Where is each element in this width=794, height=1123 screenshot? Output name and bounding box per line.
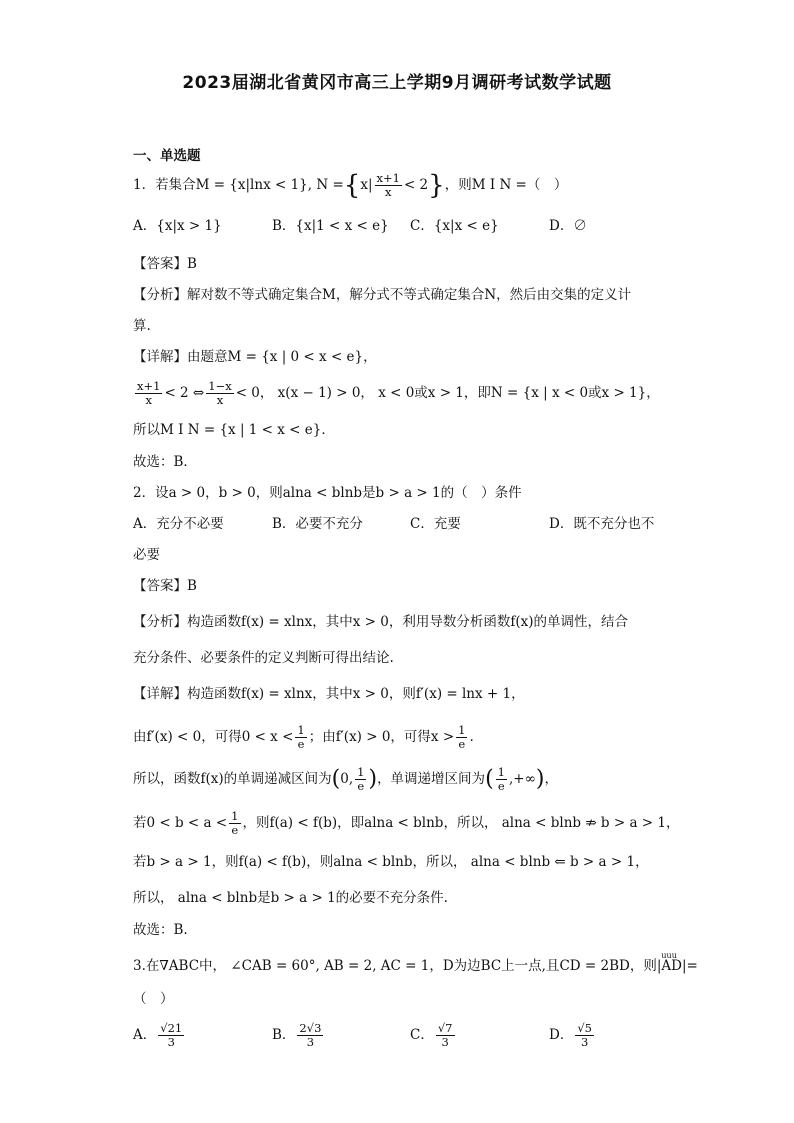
q2-option-c[interactable]: C．充要 <box>410 516 461 532</box>
q3-option-a[interactable]: A． $\frac{√21}{3}$ <box>133 1021 183 1049</box>
section-heading: 一、单选题 <box>133 148 201 164</box>
page-title: 2023届湖北省黄冈市高三上学期9月调研考试数学试题 <box>182 73 612 93</box>
q1-answer: 【答案】B <box>133 256 197 272</box>
fraction: $\frac{√21}{3}$ <box>160 1021 183 1049</box>
q2-conclusion: 故选：B. <box>133 922 188 938</box>
q1-conclusion: 故选：B． <box>133 454 197 470</box>
q1-detail-line2: $\frac{x+1}{x}$ < 2 ⇔ $\frac{1-x}{x}$ < 0， x(x − 1) > 0， x < 0或x > 1，即N = {x | x < 0或x > 1}， <box>137 379 660 407</box>
q1-option-a[interactable]: A．{x|x > 1} <box>133 218 222 234</box>
q2-detail-line3: 所以，函数f(x)的单调递减区间为(0, $\frac{1}{e}$ )，单调递增区间为( $\frac{1}{e}$ ,+∞)， <box>133 765 558 793</box>
q3-stem: 3.在∇ABC中， ∠CAB = 60°, AB = 2, AC = 1，D为边BC上一点,且CD = 2BD，则| uuu AD|= <box>133 951 698 974</box>
vector-ad: uuu AD <box>661 951 682 974</box>
q2-detail-line2: 由f′(x) < 0，可得0 < x < $\frac{1}{e}$ ；由f′(x) > 0，可得x > $\frac{1}{e}$ . <box>133 723 474 751</box>
fraction: $\frac{1}{e}$ <box>231 809 239 837</box>
fraction: $\frac{√7}{3}$ <box>437 1021 453 1049</box>
fraction: $\frac{1}{e}$ <box>357 765 365 793</box>
fraction: $\frac{x+1}{x}$ <box>137 379 161 407</box>
q2-option-b[interactable]: B．必要不充分 <box>272 516 363 532</box>
q1-option-c[interactable]: C．{x|x < e} <box>410 218 499 234</box>
q2-answer: 【答案】B <box>133 578 197 594</box>
q2-stem: 2．设a > 0，b > 0，则alna < blnb是b > a > 1的（ ）条件 <box>133 485 522 501</box>
q1-analysis: 【分析】解对数不等式确定集合M，解分式不等式确定集合N，然后由交集的定义计 <box>133 287 632 303</box>
fraction: $\frac{2√3}{3}$ <box>299 1021 322 1049</box>
q1-detail: 【详解】由题意M = {x | 0 < x < e}， <box>133 349 377 365</box>
q2-detail-line6: 所以， alna < blnb是b > a > 1的必要不充分条件. <box>133 890 448 906</box>
fraction: $\frac{1}{e}$ <box>497 765 505 793</box>
q3-option-b[interactable]: B． $\frac{2√3}{3}$ <box>272 1021 322 1049</box>
q3-option-c[interactable]: C． $\frac{√7}{3}$ <box>410 1021 453 1049</box>
q1-stem: 1．若集合M = {x|lnx < 1}, N ={x| $\frac{x+1}{x}$ < 2}，则M I N =（ ） <box>133 170 568 201</box>
q2-analysis-cont: 充分条件、必要条件的定义判断可得出结论. <box>133 650 394 666</box>
fraction: $\frac{√5}{3}$ <box>577 1021 592 1049</box>
fraction: $\frac{1-x}{x}$ <box>208 379 232 407</box>
q2-detail-line4: 若0 < b < a < $\frac{1}{e}$ ，则f(a) < f(b)，即alna < blnb，所以， alna < blnb ⇏ b > a > 1， <box>133 809 680 837</box>
q2-detail: 【详解】构造函数f(x) = xlnx，其中x > 0，则f′(x) = lnx + 1， <box>133 686 525 702</box>
q3-option-d[interactable]: D． $\frac{√5}{3}$ <box>549 1021 592 1049</box>
fraction: $\frac{x+1}{x}$ <box>376 171 400 199</box>
q2-option-d-wrap: 必要 <box>133 547 160 563</box>
q2-option-d[interactable]: D．既不充分也不 <box>549 516 655 532</box>
q2-detail-line5: 若b > a > 1，则f(a) < f(b)，则alna < blnb，所以， alna < blnb ⇐ b > a > 1， <box>133 854 649 870</box>
q2-analysis: 【分析】构造函数f(x) = xlnx，其中x > 0，利用导数分析函数f(x)的单调性，结合 <box>133 614 629 630</box>
q1-option-d[interactable]: D．∅ <box>549 218 587 234</box>
q1-option-b[interactable]: B．{x|1 < x < e} <box>272 218 389 234</box>
q2-option-a[interactable]: A．充分不必要 <box>133 516 224 532</box>
fraction: $\frac{1}{e}$ <box>297 723 305 751</box>
q3-blank: （ ） <box>133 991 174 1007</box>
fraction: $\frac{1}{e}$ <box>458 723 466 751</box>
q1-analysis-cont: 算. <box>133 318 151 334</box>
q1-detail-line3: 所以M I N = {x | 1 < x < e}． <box>133 422 335 438</box>
